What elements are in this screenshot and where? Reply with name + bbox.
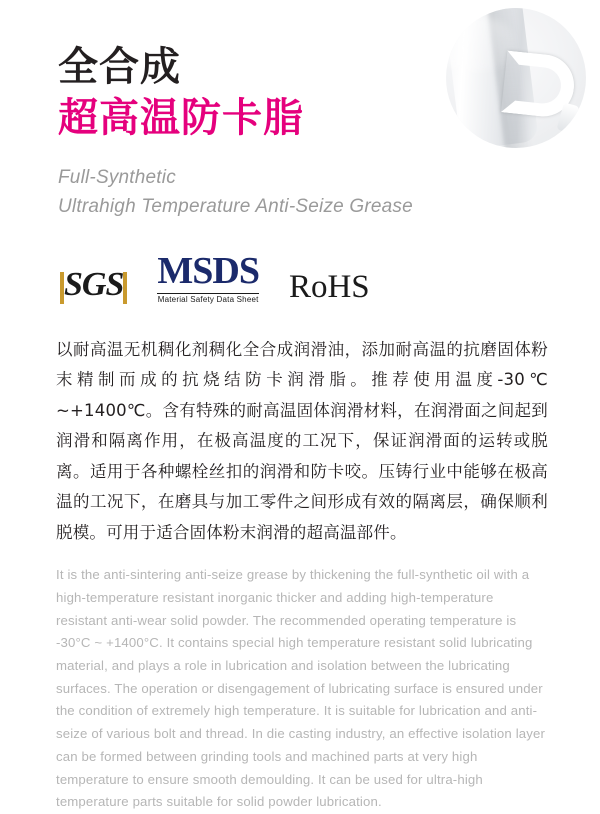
product-title-en-line2: Ultrahigh Temperature Anti-Seize Grease xyxy=(58,195,413,217)
description-chinese: 以耐高温无机稠化剂稠化全合成润滑油，添加耐高温的抗磨固体粉末精制而成的抗烧结防卡润滑脂。推荐使用温度-30℃ ~+1400℃。含有特殊的耐高温固体润滑材料，在润滑面之间起到润滑和隔离作用，在极高温度的工况下，保证润滑面的运转或脱离。适用于各种螺栓丝扣的润滑和防卡咬。压铸行业中能够在极高温的工况下，在磨具与加工零件之间形成有效的隔离层，确保顺利脱模。可用于适合固体粉末润滑的超高温部件。 xyxy=(56,339,548,542)
product-title-cn-main: 全合成 xyxy=(58,44,181,90)
msds-logo-title: MSDS xyxy=(157,250,259,292)
product-title-en xyxy=(58,164,458,221)
product-photo xyxy=(446,8,586,148)
msds-logo-subtitle: Material Safety Data Sheet xyxy=(157,295,259,304)
msds-logo xyxy=(157,252,259,304)
description-english: It is the anti-sintering anti-seize grease by thickening the full-synthetic oil with a high-temperature resistant inorganic thicker and adding high-temperature resistant anti-wear solid powder. The recommended operating temperature is -30°C ~ +1400°C. It contains special high temperature resistant solid lubricating material, and plays a role in lubrication and isolation between the lubricating surfaces. The operation or disengagement of lubricating surface is ensured under the condition of extremely high temperature. It is suitable for lubrication and anti-seize of various bolt and thread. In die casting industry, an effective isolation layer can be formed between grinding tools and machined parts at very high temperature to ensure smooth demoulding. It can be used for ultra-high temperature parts suitable for solid powder lubrication. xyxy=(56,567,546,810)
rohs-logo: RoHS xyxy=(288,269,370,305)
product-title-en-line1: Full-Synthetic xyxy=(58,167,176,189)
certification-logos xyxy=(60,252,370,304)
sgs-logo: SGS xyxy=(60,268,127,304)
product-title-cn-sub: 超高温防卡脂 xyxy=(58,95,304,142)
headline-block xyxy=(58,44,458,221)
